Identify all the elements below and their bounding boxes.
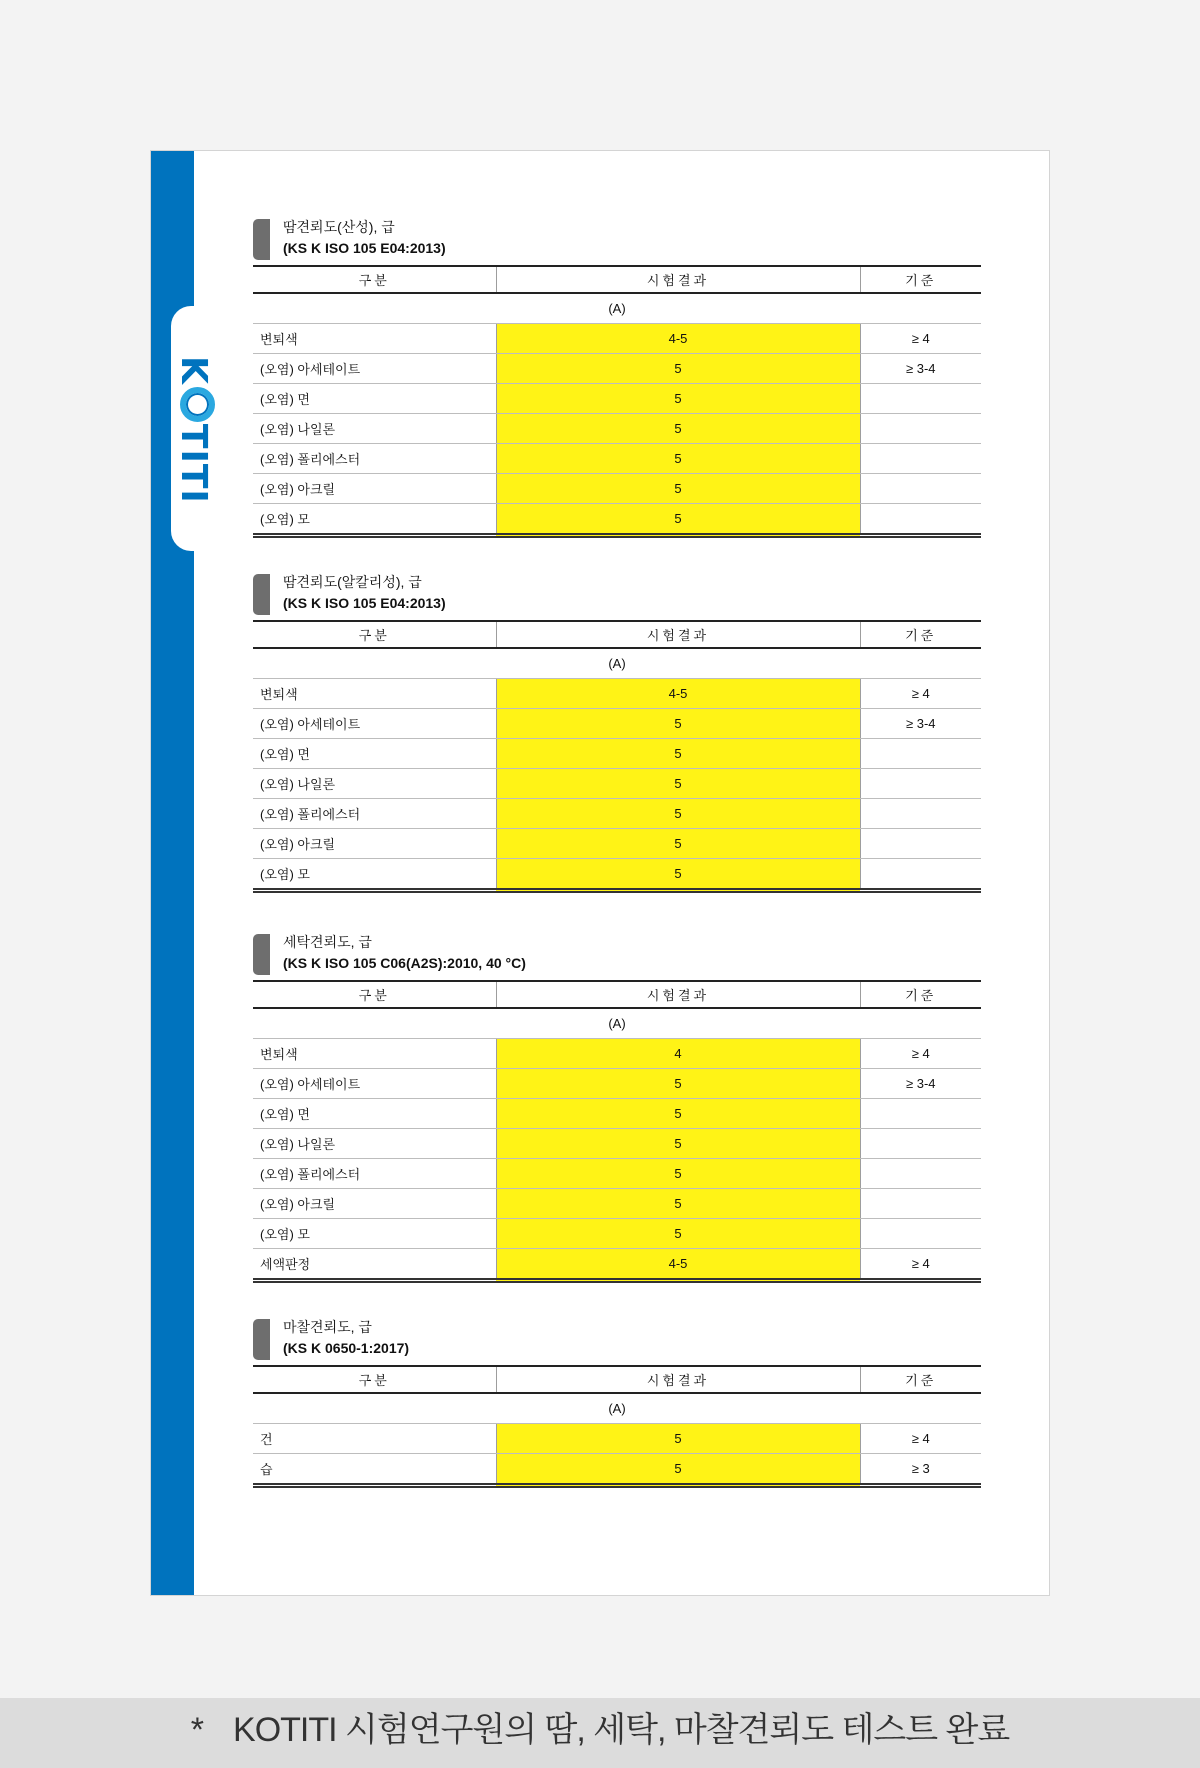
header-criterion: 기준 [860, 981, 981, 1008]
header-result: 시험결과 [496, 266, 860, 293]
header-criterion: 기준 [860, 1366, 981, 1393]
results-table [253, 980, 981, 1283]
section-perspiration-acid [253, 217, 981, 538]
table-row: (오염) 폴리에스터 5 [253, 1159, 981, 1189]
section-title: 땀견뢰도(알칼리성), 급 [283, 574, 422, 590]
table-row: (오염) 폴리에스터 5 [253, 444, 981, 474]
section-marker [253, 574, 270, 615]
asterisk: * [190, 1711, 204, 1749]
table-row: (오염) 아크릴 5 [253, 474, 981, 504]
section-rubbing [253, 1317, 981, 1488]
section-standard: (KS K ISO 105 E04:2013) [283, 240, 446, 256]
sample-label: (A) [253, 1393, 981, 1424]
results-table [253, 265, 981, 538]
kotiti-logo: KTITI [173, 356, 214, 504]
sample-label: (A) [253, 648, 981, 679]
table-row: (오염) 아크릴 5 [253, 1189, 981, 1219]
section-marker [253, 1319, 270, 1360]
results-table [253, 1365, 981, 1488]
table-row: (오염) 아세테이트 5 ≥ 3-4 [253, 1069, 981, 1099]
table-row: (오염) 모 5 [253, 859, 981, 891]
table-row: (오염) 면 5 [253, 1099, 981, 1129]
table-row: (오염) 아크릴 5 [253, 829, 981, 859]
section-standard: (KS K ISO 105 C06(A2S):2010, 40 °C) [283, 955, 526, 971]
section-marker [253, 219, 270, 260]
table-row: (오염) 나일론 5 [253, 414, 981, 444]
section-title: 세탁견뢰도, 급 [283, 934, 372, 950]
header-category: 구분 [253, 621, 496, 648]
section-marker [253, 934, 270, 975]
table-row: 건 5 ≥ 4 [253, 1424, 981, 1454]
logo-ring-icon [180, 387, 215, 422]
sample-label: (A) [253, 1008, 981, 1039]
section-perspiration-alkaline [253, 572, 981, 893]
header-category: 구분 [253, 981, 496, 1008]
header-category: 구분 [253, 1366, 496, 1393]
section-title: 땀견뢰도(산성), 급 [283, 219, 395, 235]
results-table [253, 620, 981, 893]
table-row: (오염) 나일론 5 [253, 1129, 981, 1159]
section-standard: (KS K ISO 105 E04:2013) [283, 595, 446, 611]
sample-label: (A) [253, 293, 981, 324]
section-standard: (KS K 0650-1:2017) [283, 1340, 410, 1356]
table-row: (오염) 아세테이트 5 ≥ 3-4 [253, 709, 981, 739]
header-criterion: 기준 [860, 621, 981, 648]
table-row: 습 5 ≥ 3 [253, 1454, 981, 1486]
table-row: (오염) 모 5 [253, 504, 981, 536]
table-row: 변퇴색 4-5 ≥ 4 [253, 324, 981, 354]
table-row: (오염) 면 5 [253, 739, 981, 769]
test-report-page [150, 150, 1050, 1596]
caption: KOTITI 시험연구원의 땀, 세탁, 마찰견뢰도 테스트 완료 [233, 1711, 1010, 1749]
header-result: 시험결과 [496, 621, 860, 648]
table-row: (오염) 아세테이트 5 ≥ 3-4 [253, 354, 981, 384]
table-row: (오염) 면 5 [253, 384, 981, 414]
section-title: 마찰견뢰도, 급 [283, 1319, 372, 1335]
header-result: 시험결과 [496, 981, 860, 1008]
table-row: 변퇴색 4 ≥ 4 [253, 1039, 981, 1069]
table-row: (오염) 폴리에스터 5 [253, 799, 981, 829]
caption-text [0, 1698, 1200, 1762]
table-row: (오염) 모 5 [253, 1219, 981, 1249]
section-washing [253, 932, 981, 1283]
table-row: 변퇴색 4-5 ≥ 4 [253, 679, 981, 709]
header-result: 시험결과 [496, 1366, 860, 1393]
table-row: (오염) 나일론 5 [253, 769, 981, 799]
header-category: 구분 [253, 266, 496, 293]
caption-bar [0, 1698, 1200, 1768]
header-criterion: 기준 [860, 266, 981, 293]
table-row: 세액판정 4-5 ≥ 4 [253, 1249, 981, 1281]
